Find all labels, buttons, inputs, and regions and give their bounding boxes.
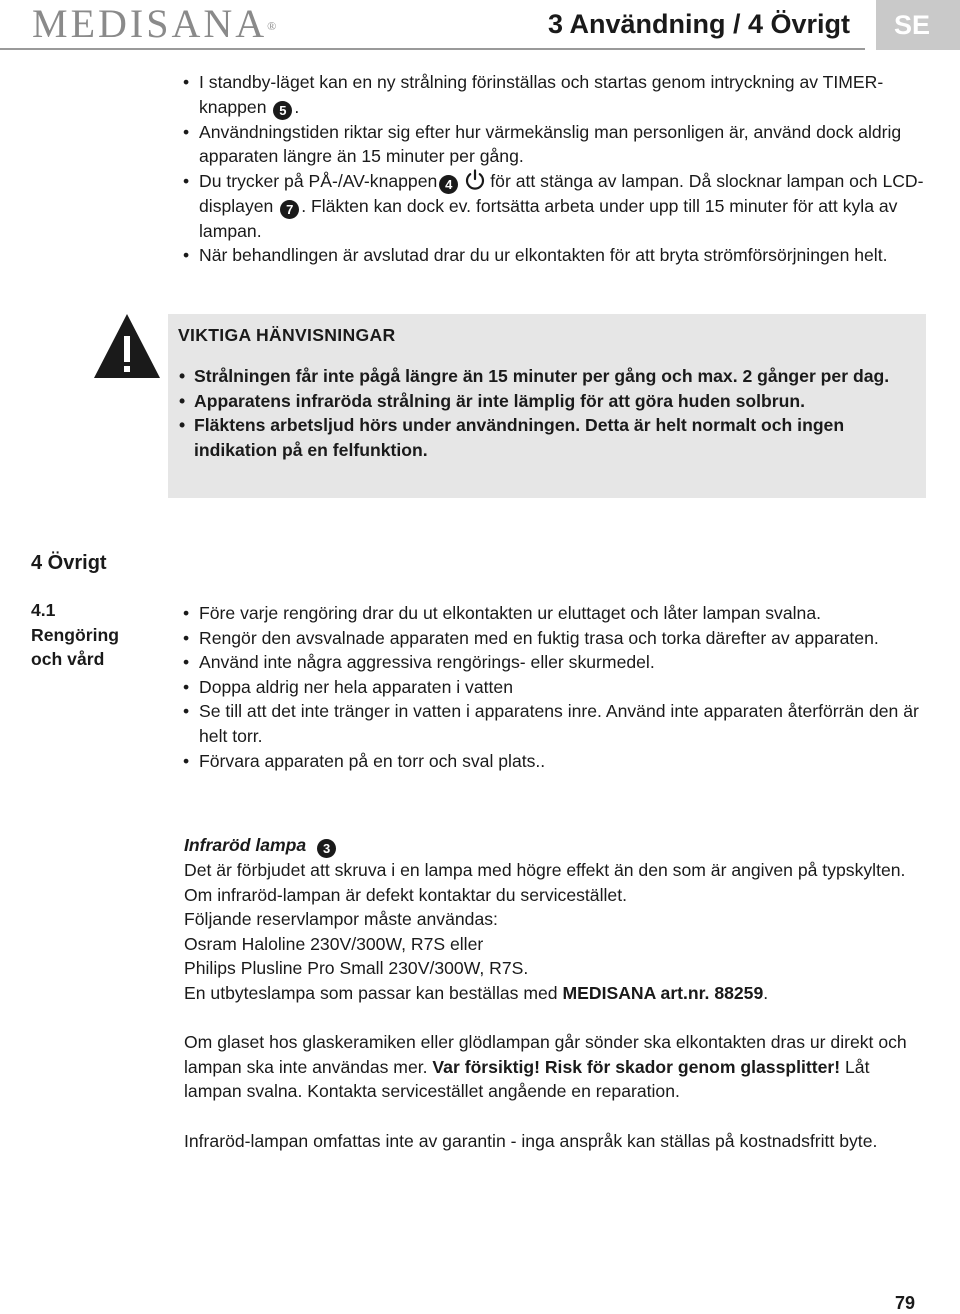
lamp-section (184, 833, 929, 1153)
lamp-heading (184, 833, 929, 858)
number-badge: 4 (439, 175, 458, 194)
number-badge: 7 (280, 200, 299, 219)
power-icon (464, 169, 486, 191)
list-item: • Strålningen får inte pågå längre än 15 minuter per gång och max. 2 gånger per dag. (178, 364, 914, 389)
list-item: • Apparatens infraröda strålning är inte lämplig för att göra huden solbrun. (178, 389, 914, 414)
medisana-logo (32, 1, 277, 46)
bullet-text: I standby-läget kan en ny strålning förinställas och startas genom intryckning av TIMER- knappen (199, 72, 884, 117)
bullet-text: Användningstiden riktar sig efter hur värmekänslig man personligen är, använd dock aldrig apparaten längre än 15 minuter per gång. (199, 121, 902, 167)
subsection-number: 4.1 (31, 600, 56, 620)
lamp-paragraph: Det är förbjudet att skruva i en lampa med högre effekt än den som är angiven på typskylten. Om infraröd-lampan är defekt kontaktar du servicestället. (184, 860, 906, 905)
text-run: . (763, 982, 769, 1003)
list-item (182, 70, 927, 120)
usage-notes (182, 70, 927, 268)
list-item: • Doppa aldrig ner hela apparaten i vatten (182, 675, 927, 700)
section-heading: 4 Övrigt (31, 552, 107, 574)
list-item: • Före varje rengöring drar du ut elkontakten ur eluttaget och låter lampan svalna. (182, 601, 927, 626)
page-header (0, 0, 960, 50)
list-item: • Rengör den avsvalnade apparaten med en fuktig trasa och torka därefter av apparaten. (182, 626, 927, 651)
list-item: • Se till att det inte tränger in vatten i apparatens inre. Använd inte apparaten återförrän den är helt torr. (182, 699, 927, 748)
text-run: Låt lampan svalna. Kontakta servicestället angående en reparation. (184, 1056, 870, 1102)
bullet-text: Du trycker på PÅ-/AV-knappen (199, 170, 438, 191)
header-rule (0, 48, 865, 50)
list-item: • Förvara apparaten på en torr och sval plats.. (182, 749, 927, 774)
language-label: SE (893, 10, 931, 40)
bullet-text: När behandlingen är avslutad drar du ur elkontakten för att bryta strömförsörjningen helt. (199, 245, 888, 266)
lamp-paragraph: Infraröd-lampan omfattas inte av garantin - inga anspråk kan ställas på kostnadsfritt byte. (184, 1130, 878, 1151)
subsection-title: Rengöring och vård (31, 624, 119, 670)
number-badge: 3 (317, 839, 336, 858)
warning-title: VIKTIGA HÄNVISNINGAR (178, 325, 396, 345)
text-run: Om glaset hos glaskeramiken eller glödlampan går sönder ska elkontakten dras ur direkt och lampan ska inte användas mer. (184, 1032, 907, 1077)
page-number: 79 (895, 1293, 916, 1313)
important-notes-box (168, 314, 926, 498)
lamp-title: Infraröd lampa (184, 835, 307, 855)
language-tab (876, 0, 960, 50)
bullet-text: . Fläkten kan dock ev. fortsätta arbeta under upp till 15 minuter för att kyla av lampan. (199, 195, 898, 241)
lamp-paragraph (184, 1030, 929, 1104)
lamp-paragraph (184, 981, 929, 1006)
logo-text: MEDISANA (32, 1, 268, 46)
lamp-paragraph: Osram Haloline 230V/300W, R7S eller (184, 933, 484, 954)
text-run: En utbyteslampa som passar kan beställas med (184, 982, 563, 1003)
list-item: • Använd inte några aggressiva rengörings- eller skurmedel. (182, 650, 927, 675)
lamp-paragraph: Följande reservlampor måste användas: (184, 909, 498, 930)
list-item (182, 243, 927, 268)
section-title: 3 Användning / 4 Övrigt (547, 9, 850, 39)
cleaning-list (182, 601, 927, 773)
bullet-text: . (294, 96, 300, 117)
bullet-text: för att stänga av lampan. Då slocknar lampan och LCD-displayen (199, 170, 924, 216)
warning-icon (94, 314, 160, 378)
article-number: MEDISANA art.nr. 88259 (562, 982, 764, 1003)
lamp-paragraph: Philips Plusline Pro Small 230V/300W, R7S. (184, 958, 529, 979)
list-item: • Fläktens arbetsljud hörs under användningen. Detta är helt normalt och ingen indikation på en felfunktion. (178, 413, 914, 462)
number-badge: 5 (273, 101, 292, 120)
caution-text: Var försiktig! Risk för skador genom glassplitter! (432, 1056, 841, 1077)
registered-mark: ® (267, 19, 277, 33)
list-item (182, 169, 927, 244)
list-item (182, 120, 927, 169)
subsection-label (31, 598, 171, 672)
